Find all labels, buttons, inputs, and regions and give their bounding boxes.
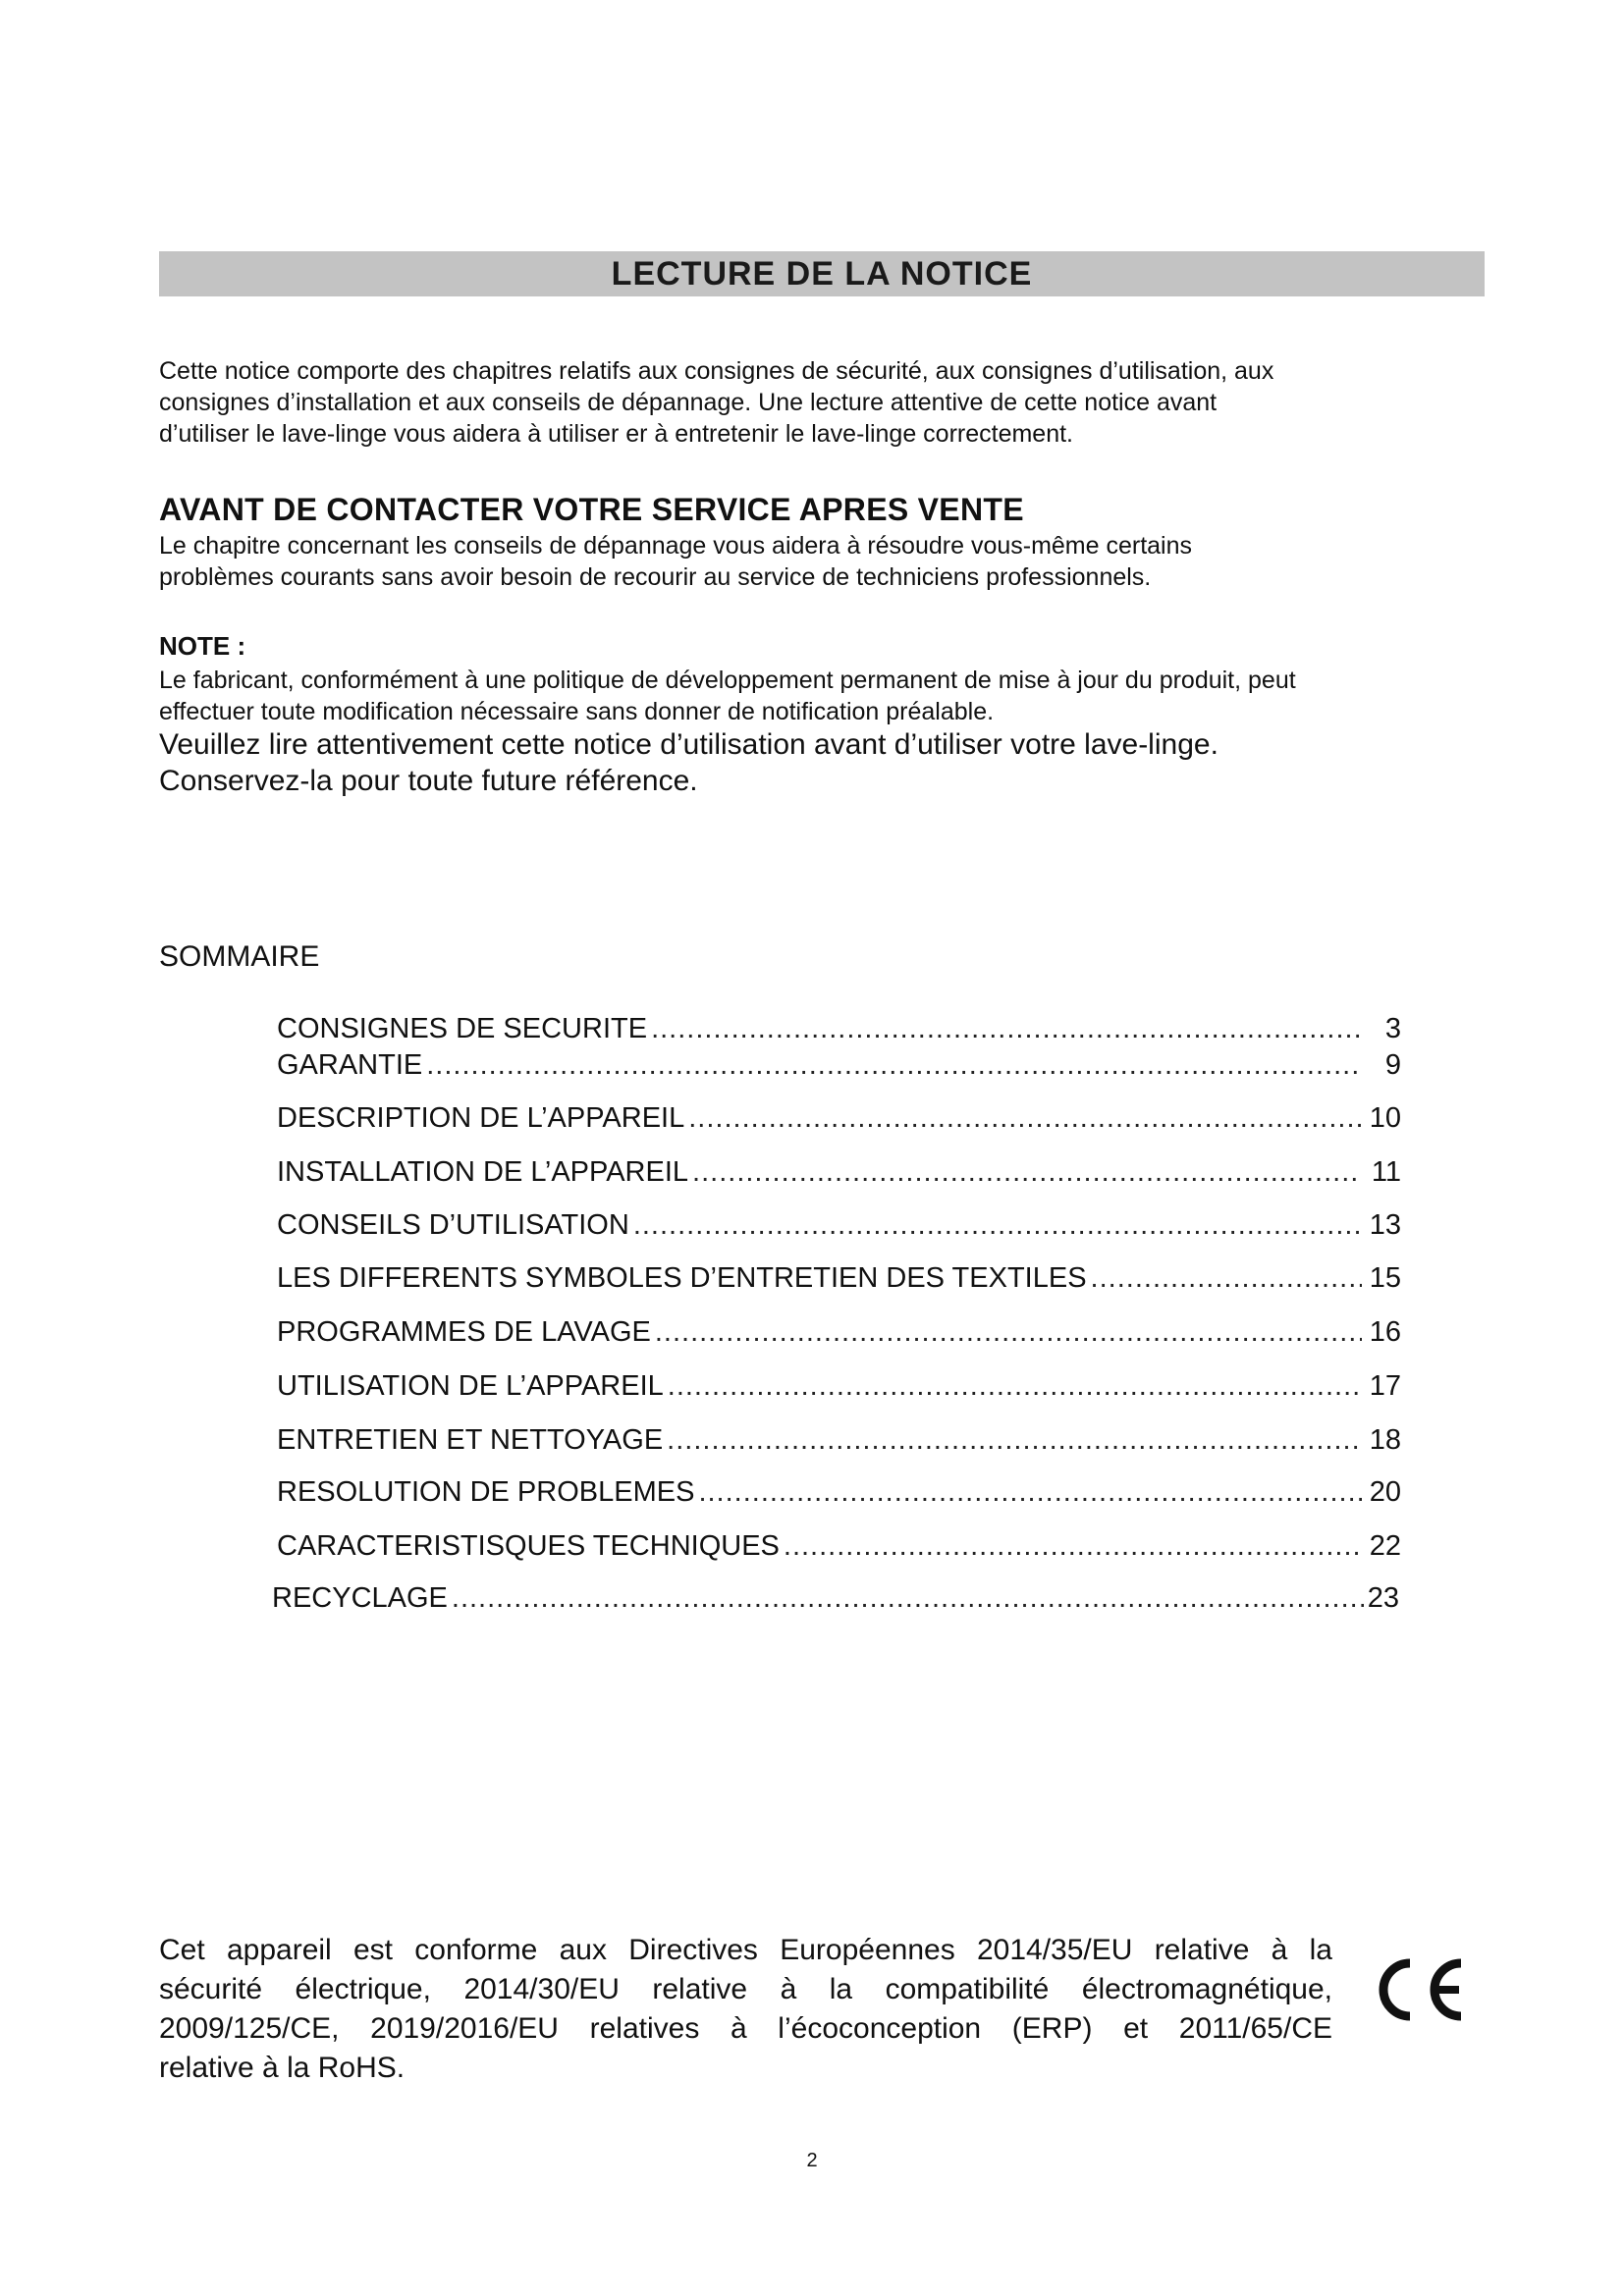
section-title-bar — [159, 251, 1485, 296]
conformity-line: Cet appareil est conforme aux Directives Européennes 2014/35/EU relative à la — [159, 1934, 1332, 1966]
toc-entry-recyclage — [272, 1580, 1399, 1616]
sav-heading: AVANT DE CONTACTER VOTRE SERVICE APRES VENTE — [159, 492, 1024, 527]
note-line: Le fabricant, conformément à une politique de développement permanent de mise à jour du produit, peut — [159, 667, 1296, 694]
toc-leader-dots — [651, 1011, 1362, 1046]
toc-entry-label: DESCRIPTION DE L’APPAREIL — [277, 1102, 685, 1134]
toc-entry-label: CONSIGNES DE SECURITE — [277, 1013, 648, 1044]
toc-entry-consignes-securite — [277, 1011, 1401, 1046]
intro-line: d’utiliser le lave-linge vous aidera à utiliser er à entretenir le lave-linge correctement. — [159, 420, 1074, 448]
toc-entry-label: PROGRAMMES DE LAVAGE — [277, 1316, 651, 1348]
note-reminder-line: Conservez-la pour toute future référence. — [159, 765, 698, 797]
intro-line: Cette notice comporte des chapitres relatifs aux consignes de sécurité, aux consignes d’utilisation, aux — [159, 357, 1274, 385]
toc-entry-page: 11 — [1371, 1156, 1401, 1188]
toc-leader-dots — [452, 1580, 1364, 1616]
conformity-line: relative à la RoHS. — [159, 2052, 406, 2084]
toc-leader-dots — [668, 1368, 1362, 1404]
toc-entry-label: CARACTERISTISQUES TECHNIQUES — [277, 1530, 780, 1562]
toc-entry-page: 23 — [1367, 1582, 1399, 1614]
toc-leader-dots — [426, 1047, 1362, 1083]
toc-leader-dots — [667, 1422, 1362, 1458]
toc-entry-label: ENTRETIEN ET NETTOYAGE — [277, 1424, 664, 1456]
toc-leader-dots — [692, 1154, 1362, 1190]
toc-leader-dots — [698, 1474, 1362, 1510]
toc-entry-label: CONSEILS D’UTILISATION — [277, 1209, 629, 1241]
toc-heading: SOMMAIRE — [159, 940, 320, 973]
toc-leader-dots — [1091, 1260, 1362, 1296]
conformity-line: sécurité électrique, 2014/30/EU relative à la compatibilité électromagnétique, — [159, 1973, 1332, 2005]
toc-entry-description — [277, 1100, 1401, 1136]
toc-leader-dots — [655, 1314, 1362, 1350]
toc-leader-dots — [633, 1207, 1362, 1243]
intro-line: consignes d’installation et aux conseils de dépannage. Une lecture attentive de cette notice avant — [159, 389, 1218, 416]
page-title: LECTURE DE LA NOTICE — [611, 254, 1033, 293]
toc-entry-resolution — [277, 1474, 1401, 1510]
toc-entry-entretien — [277, 1422, 1401, 1458]
toc-entry-label: LES DIFFERENTS SYMBOLES D’ENTRETIEN DES TEXTILES — [277, 1262, 1087, 1294]
toc-entry-utilisation — [277, 1368, 1401, 1404]
page-number: 2 — [806, 2150, 818, 2171]
toc-entry-page: 15 — [1369, 1262, 1401, 1294]
toc-entry-caracteristiques — [277, 1528, 1401, 1564]
toc-entry-symboles — [277, 1260, 1401, 1296]
sav-line: problèmes courants sans avoir besoin de recourir au service de techniciens professionnels. — [159, 563, 1152, 591]
toc-entry-label: UTILISATION DE L’APPAREIL — [277, 1370, 664, 1402]
note-reminder — [159, 726, 1485, 799]
toc-leader-dots — [784, 1528, 1362, 1564]
toc-entry-page: 18 — [1369, 1424, 1401, 1456]
toc-entry-page: 20 — [1369, 1476, 1401, 1508]
sav-paragraph — [159, 530, 1485, 593]
toc-entry-page: 17 — [1369, 1370, 1401, 1402]
ce-mark-icon — [1367, 1955, 1465, 2024]
note-paragraph — [159, 665, 1485, 727]
toc-entry-conseils — [277, 1207, 1401, 1243]
conformity-statement — [159, 1931, 1332, 2088]
toc-entry-page: 3 — [1384, 1013, 1401, 1044]
toc-entry-label: GARANTIE — [277, 1049, 423, 1081]
toc-entry-page: 16 — [1369, 1316, 1401, 1348]
sav-line: Le chapitre concernant les conseils de dépannage vous aidera à résoudre vous-même certains — [159, 532, 1193, 560]
toc-entry-page: 13 — [1369, 1209, 1401, 1241]
toc-entry-page: 10 — [1369, 1102, 1401, 1134]
toc-entry-garantie — [277, 1047, 1401, 1083]
conformity-line: 2009/125/CE, 2019/2016/EU relatives à l’écoconception (ERP) et 2011/65/CE — [159, 2012, 1332, 2045]
toc-entry-label: RESOLUTION DE PROBLEMES — [277, 1476, 695, 1508]
note-heading: NOTE : — [159, 631, 246, 661]
toc-entry-label: INSTALLATION DE L’APPAREIL — [277, 1156, 689, 1188]
toc-leader-dots — [688, 1100, 1362, 1136]
intro-paragraph — [159, 355, 1485, 450]
toc-entry-installation — [277, 1154, 1401, 1190]
note-line: effectuer toute modification nécessaire sans donner de notification préalable. — [159, 698, 995, 725]
toc-entry-label: RECYCLAGE — [272, 1582, 448, 1614]
toc-entry-programmes — [277, 1314, 1401, 1350]
toc-entry-page: 22 — [1369, 1530, 1401, 1562]
note-reminder-line: Veuillez lire attentivement cette notice d’utilisation avant d’utiliser votre lave-linge. — [159, 728, 1218, 761]
toc-entry-page: 9 — [1384, 1049, 1401, 1081]
